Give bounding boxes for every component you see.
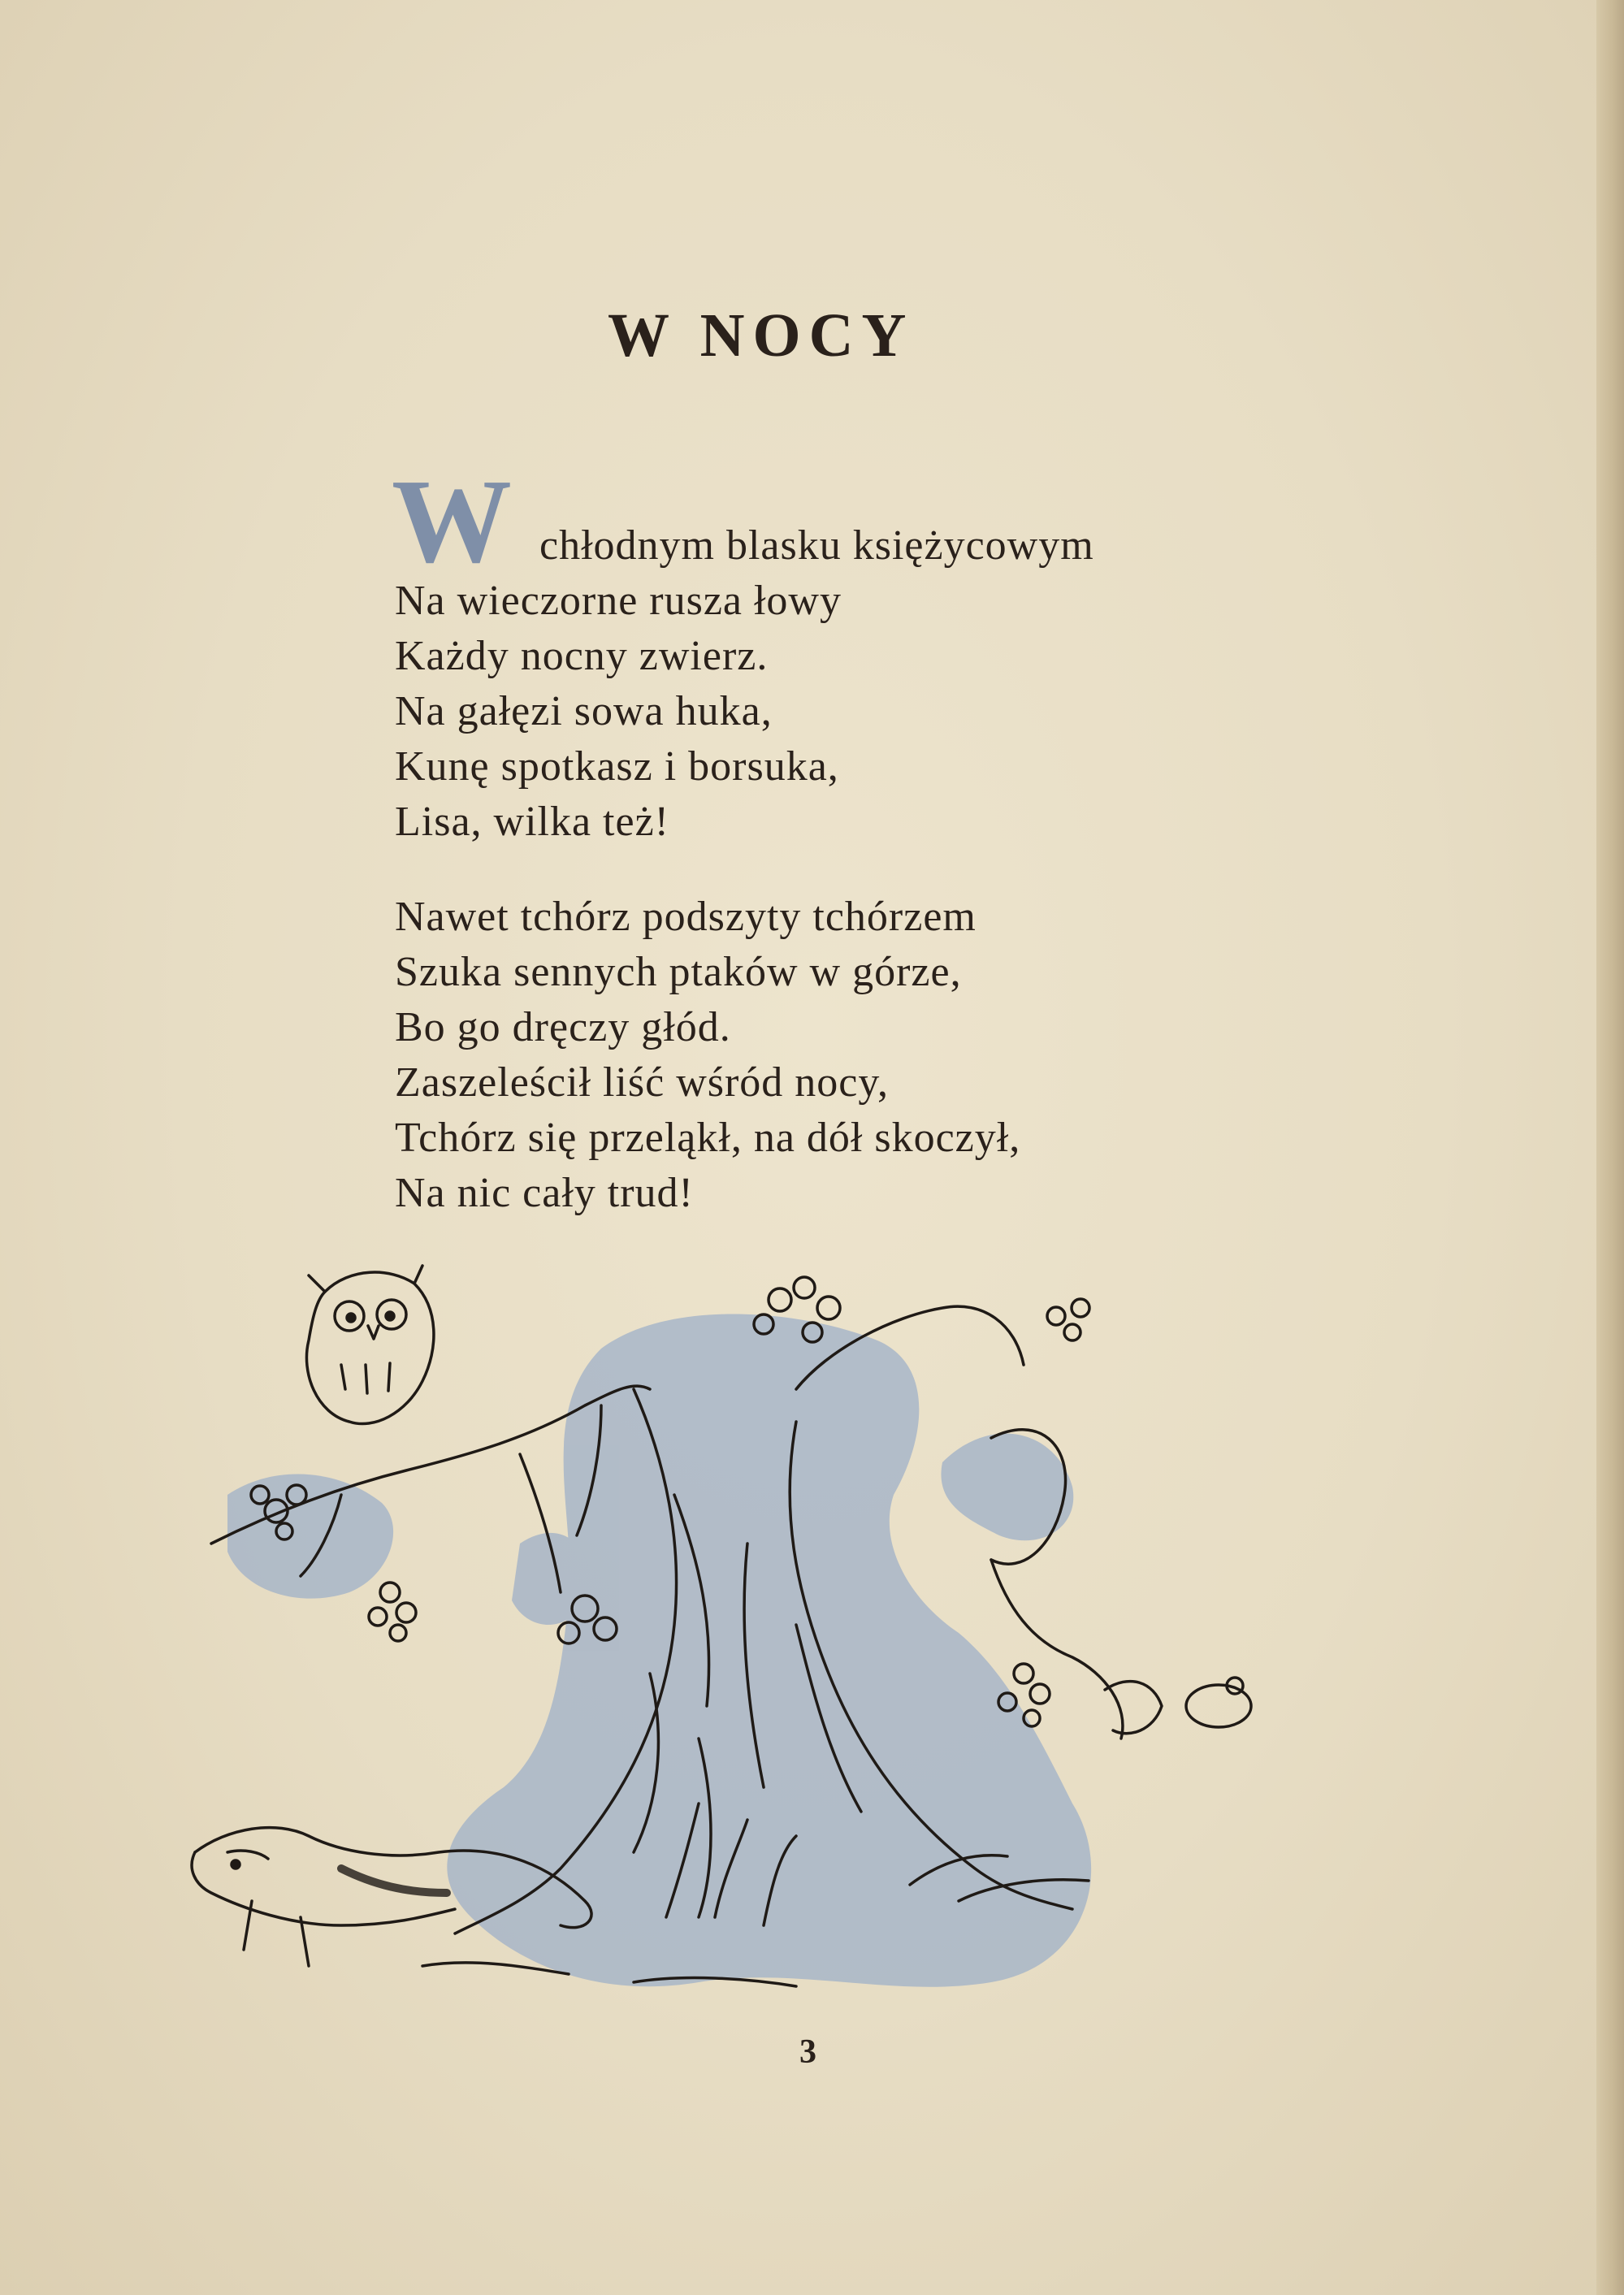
page-edge: [1596, 0, 1624, 2295]
stanza-2: [395, 890, 1020, 1221]
poem-title: W NOCY: [608, 301, 915, 370]
poem-line: Zaszeleścił liść wśród nocy,: [395, 1059, 889, 1106]
poem-line: Bo go dręczy głód.: [395, 1004, 731, 1050]
poem-line: Na nic cały trud!: [395, 1170, 694, 1216]
owl-tree-polecat-illustration: [179, 1251, 1349, 2080]
watercolor-wash: [227, 1314, 1091, 1987]
poem-line: Szuka sennych ptaków w górze,: [395, 949, 962, 995]
poem-line: Na wieczorne rusza łowy: [395, 578, 842, 624]
poem-line: chłodnym blasku księżycowym: [539, 522, 1094, 569]
stanza-1: [395, 471, 1094, 850]
page-number: 3: [799, 2033, 816, 2071]
drop-cap: W: [392, 455, 512, 588]
poem-line: Lisa, wilka też!: [395, 799, 669, 845]
poem-line: Na gałęzi sowa huka,: [395, 688, 773, 734]
poem-line: Nawet tchórz podszyty tchórzem: [395, 894, 977, 940]
owl: [306, 1266, 433, 1424]
poem-line: Kunę spotkasz i borsuka,: [395, 743, 839, 790]
poem-line: Każdy nocny zwierz.: [395, 633, 769, 679]
poem-line: Tchórz się przeląkł, na dół skoczył,: [395, 1115, 1021, 1161]
mouse: [1186, 1678, 1251, 1727]
